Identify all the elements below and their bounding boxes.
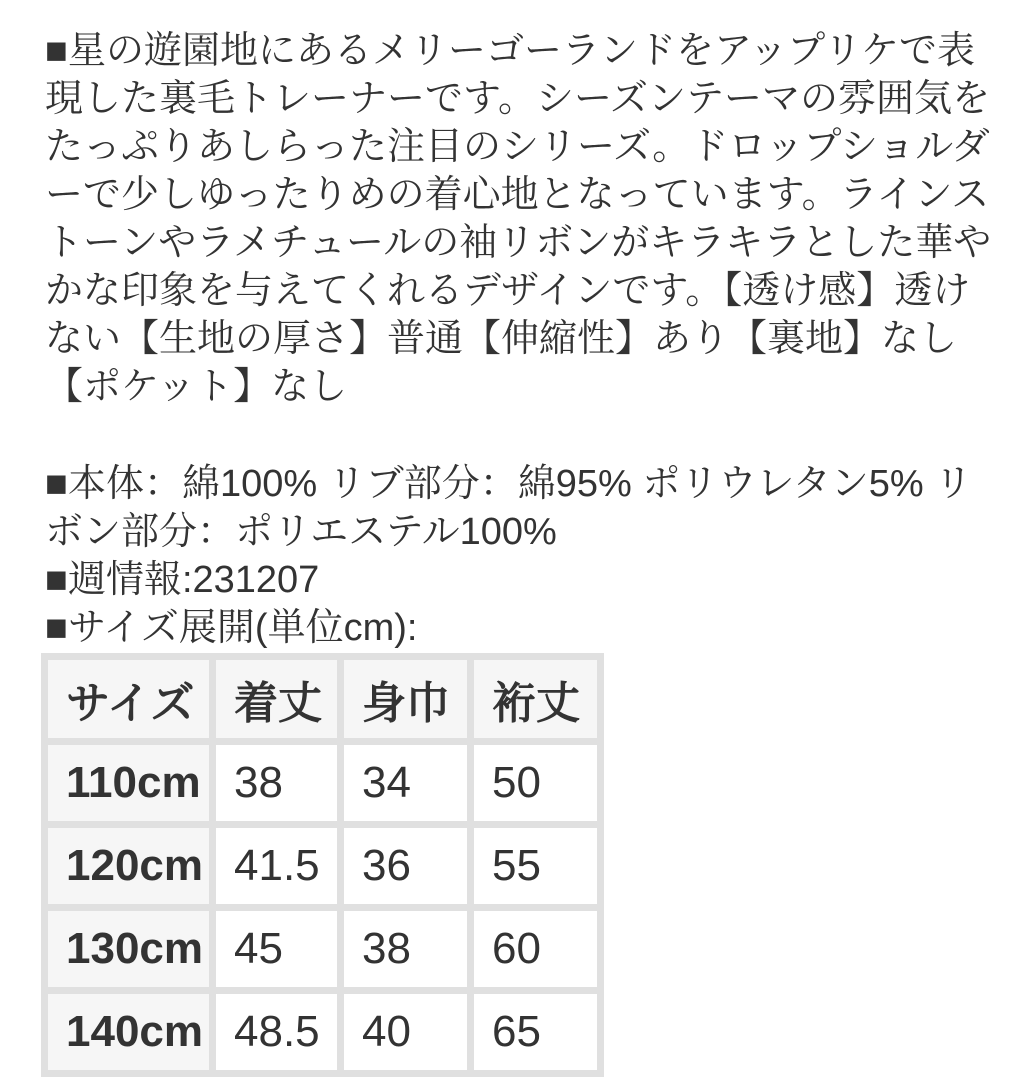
size-chart-heading: ■サイズ展開(単位cm): xyxy=(45,607,418,649)
value-cell: 38 xyxy=(216,745,337,821)
size-table-header-size: サイズ xyxy=(48,660,209,738)
size-cell: 120cm xyxy=(48,828,209,904)
value-cell: 40 xyxy=(344,994,467,1070)
size-table-header-sleeve: 裄丈 xyxy=(474,660,597,738)
size-cell: 130cm xyxy=(48,911,209,987)
week-info-text: ■週情報:231207 xyxy=(45,559,320,601)
table-row xyxy=(48,911,597,987)
table-row xyxy=(48,994,597,1070)
table-row xyxy=(48,745,597,821)
size-table-body xyxy=(48,745,597,1070)
value-cell: 65 xyxy=(474,994,597,1070)
size-table-header-row xyxy=(48,660,597,738)
value-cell: 36 xyxy=(344,828,467,904)
value-cell: 55 xyxy=(474,828,597,904)
value-cell: 50 xyxy=(474,745,597,821)
product-description-text: ■星の遊園地にあるメリーゴーランドをアップリケで表現した裏毛トレーナーです。シーズンテーマの雰囲気をたっぷりあしらった注目のシリーズ。ドロップショルダーで少しゆったりめの着心地となっています。ラインストーンやラメチュールの袖リボンがキラキラとした華やかな印象を与えてくれるデザインです。【透け感】透けない【生地の厚さ】普通【伸縮性】あり【裏地】なし【ポケット】なし xyxy=(45,30,992,408)
product-info-block xyxy=(45,460,997,652)
table-row xyxy=(48,828,597,904)
value-cell: 41.5 xyxy=(216,828,337,904)
value-cell: 60 xyxy=(474,911,597,987)
value-cell: 45 xyxy=(216,911,337,987)
size-table-header xyxy=(48,660,597,738)
size-table xyxy=(41,653,604,1077)
value-cell: 38 xyxy=(344,911,467,987)
size-cell: 110cm xyxy=(48,745,209,821)
product-description-section xyxy=(45,0,997,1077)
size-table-header-width: 身巾 xyxy=(344,660,467,738)
value-cell: 48.5 xyxy=(216,994,337,1070)
materials-text: ■本体：綿100% リブ部分：綿95% ポリウレタン5% リボン部分：ポリエステル100% xyxy=(45,463,973,553)
size-table-header-length: 着丈 xyxy=(216,660,337,738)
size-cell: 140cm xyxy=(48,994,209,1070)
value-cell: 34 xyxy=(344,745,467,821)
